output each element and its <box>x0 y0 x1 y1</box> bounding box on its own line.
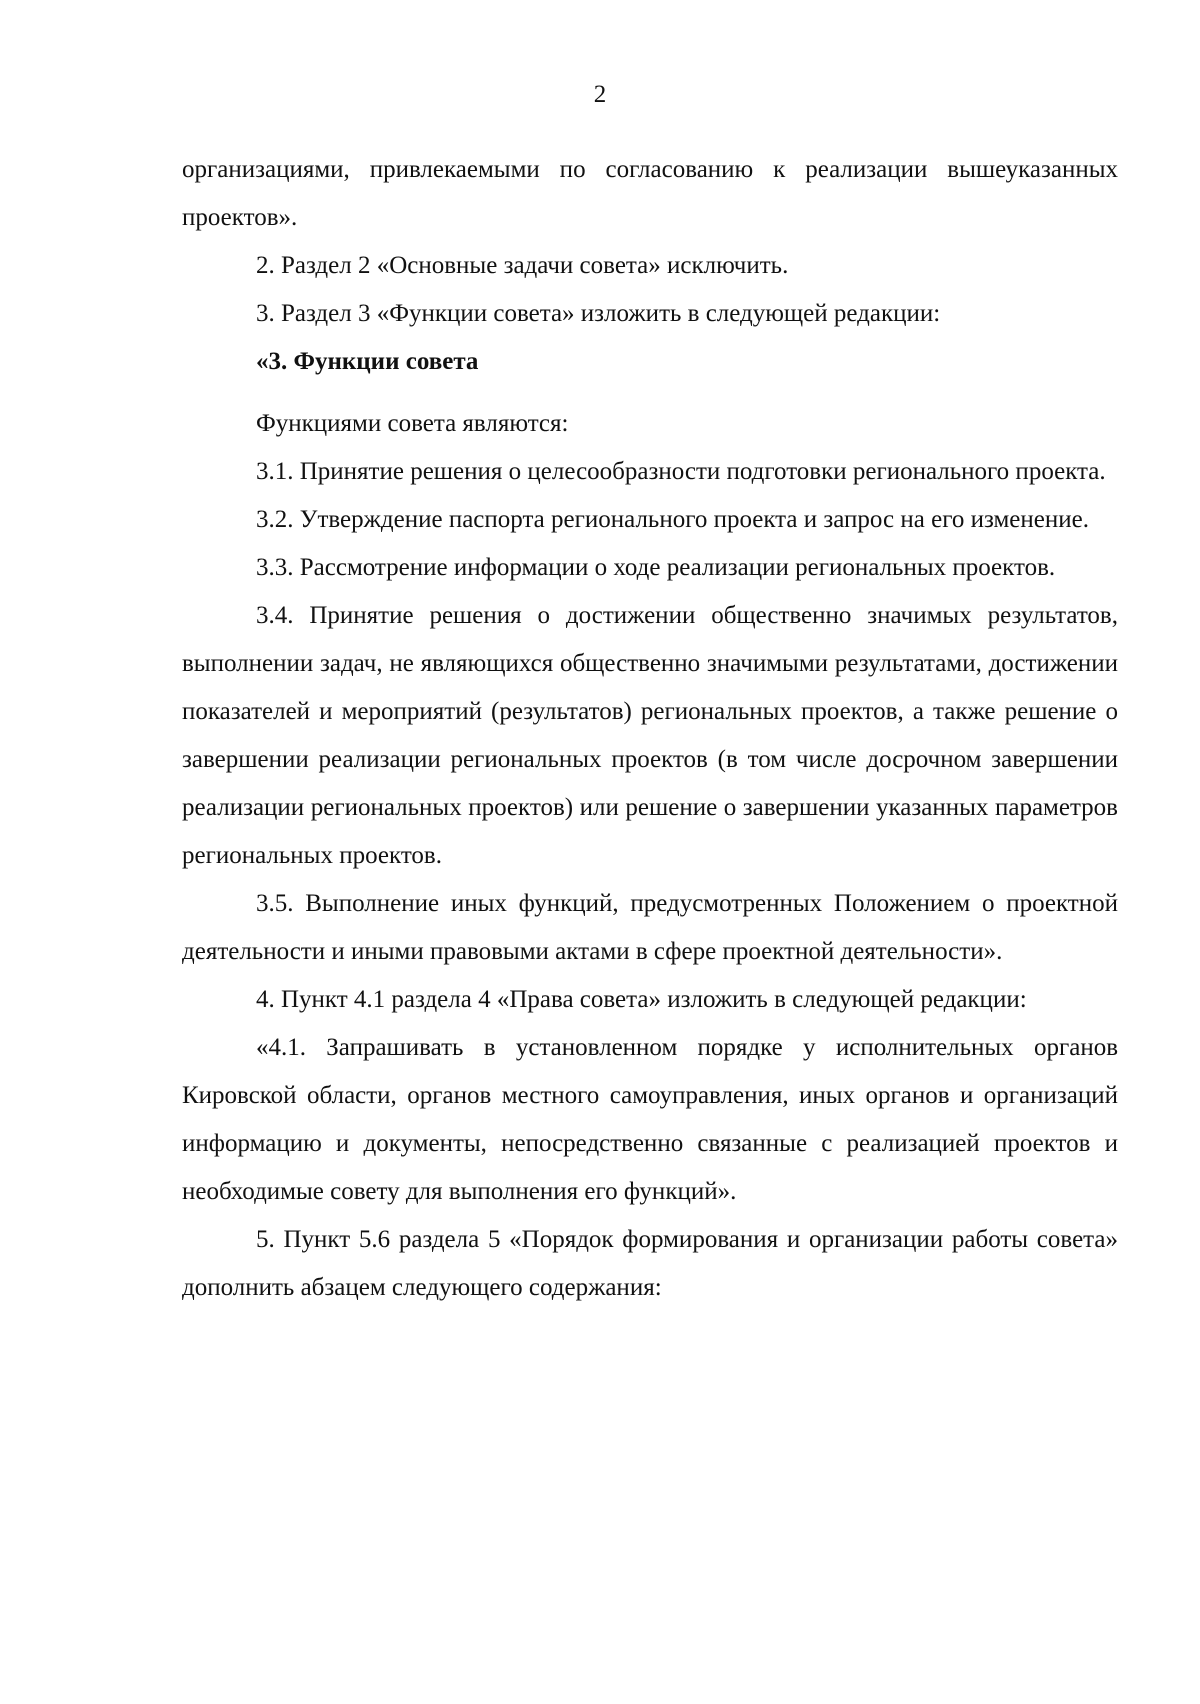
heading-spacer <box>182 386 1118 400</box>
paragraph-4-1: «4.1. Запрашивать в установленном порядке у исполнительных органов Кировской области, органов местного самоуправления, иных органов и организаций информацию и документы, непосредственно связанные с реализацией проектов и необходимые совету для выполнения его функций». <box>182 1034 1118 1205</box>
paragraph-3-2: 3.2. Утверждение паспорта регионального проекта и запрос на его изменение. <box>256 506 1089 533</box>
paragraph-item-2: 2. Раздел 2 «Основные задачи совета» исключить. <box>256 252 789 279</box>
section-heading: «3. Функции совета <box>256 348 479 375</box>
paragraph-3-4: 3.4. Принятие решения о достижении общественно значимых результатов, выполнении задач, не являющихся общественно значимыми результатами, достижении показателей и мероприятий (результатов) региональных проектов, а также решение о завершении реализации региональных проектов (в том числе досрочном завершении реализации региональных проектов) или решение о завершении указанных параметров региональных проектов. <box>182 602 1118 869</box>
paragraph-item-4: 4. Пункт 4.1 раздела 4 «Права совета» изложить в следующей редакции: <box>256 986 1027 1013</box>
document-body <box>182 146 1118 1312</box>
paragraph-3-3: 3.3. Рассмотрение информации о ходе реализации региональных проектов. <box>256 554 1056 581</box>
paragraph-item-3: 3. Раздел 3 «Функции совета» изложить в следующей редакции: <box>256 300 941 327</box>
paragraph-continuation: организациями, привлекаемыми по согласованию к реализации вышеуказанных проектов». <box>182 156 1118 231</box>
page-number: 2 <box>593 81 607 108</box>
paragraph-3-5: 3.5. Выполнение иных функций, предусмотренных Положением о проектной деятельности и иными правовыми актами в сфере проектной деятельности». <box>182 890 1118 965</box>
paragraph-item-5: 5. Пункт 5.6 раздела 5 «Порядок формирования и организации работы совета» дополнить абзацем следующего содержания: <box>182 1226 1118 1301</box>
paragraph-3-1: 3.1. Принятие решения о целесообразности подготовки регионального проекта. <box>256 458 1106 485</box>
paragraph-functions-intro: Функциями совета являются: <box>256 410 569 437</box>
